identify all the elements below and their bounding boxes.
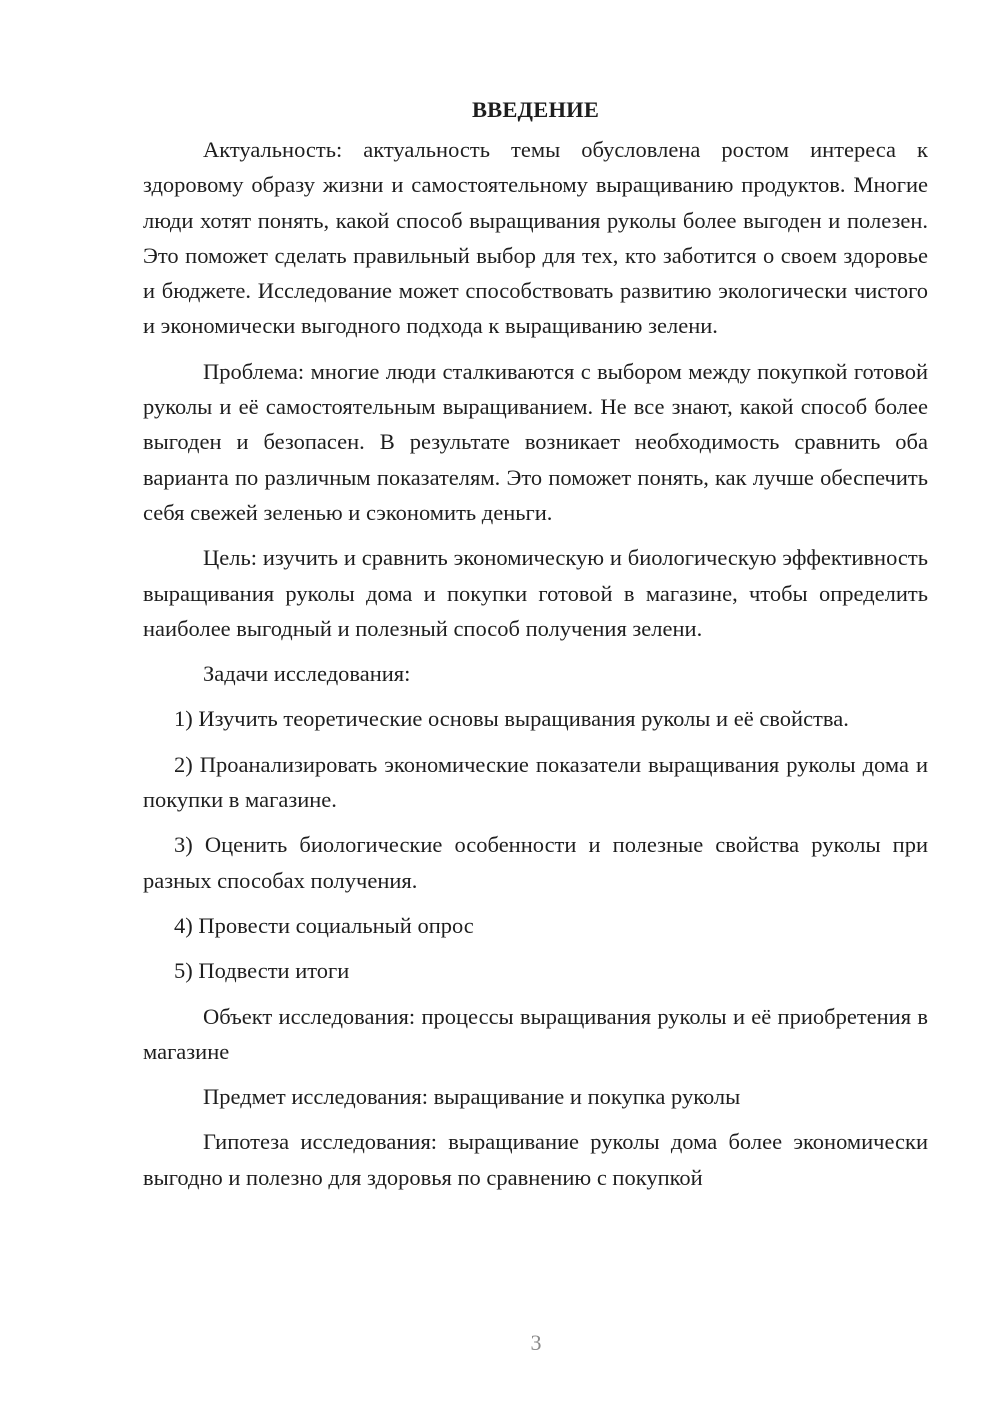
task-item-2: 2) Проанализировать экономические показатели выращивания руколы дома и покупки в магазине. — [143, 751, 928, 813]
task-item-5: 5) Подвести итоги — [174, 958, 350, 984]
paragraph-hypothesis: Гипотеза исследования: выращивание руколы дома более экономически выгодно и полезно для здоровья по сравнению с покупкой — [143, 1129, 928, 1190]
tasks-list — [143, 701, 928, 988]
paragraph-relevance: Актуальность: актуальность темы обусловлена ростом интереса к здоровому образу жизни и самостоятельному выращиванию продуктов. Многие люди хотят понять, какой способ выращивания руколы более выгоден и полезен. Это поможет сделать правильный выбор для тех, кто заботится о своем здоровье и бюджете. Исследование может способствовать развитию экологически чистого и экономически выгодного подхода к выращиванию зелени. — [143, 137, 928, 339]
paragraph-goal: Цель: изучить и сравнить экономическую и биологическую эффективность выращивания руколы дома и покупки готовой в магазине, чтобы определить наиболее выгодный и полезный способ получения зелени. — [143, 545, 928, 641]
task-item-4: 4) Провести социальный опрос — [174, 912, 474, 938]
tasks-heading: Задачи исследования: — [203, 661, 411, 687]
section-title: ВВЕДЕНИЕ — [471, 97, 600, 122]
paragraph-subject: Предмет исследования: выращивание и покупка руколы — [203, 1084, 741, 1110]
task-item-3: 3) Оценить биологические особенности и полезные свойства руколы при разных способах получения. — [143, 832, 928, 893]
task-item-1: 1) Изучить теоретические основы выращивания руколы и её свойства. — [174, 706, 849, 732]
paragraph-problem: Проблема: многие люди сталкиваются с выбором между покупкой готовой руколы и её самостоятельным выращиванием. Не все знают, какой способ более выгоден и безопасен. В результате возникает необходимость сравнить оба варианта по различным показателям. Это поможет понять, как лучше обеспечить себя свежей зеленью и сэкономить деньги. — [143, 358, 928, 525]
paragraph-object: Объект исследования: процессы выращивания руколы и её приобретения в магазине — [143, 1003, 928, 1064]
page-number: 3 — [530, 1330, 542, 1355]
document-page — [143, 90, 928, 1205]
